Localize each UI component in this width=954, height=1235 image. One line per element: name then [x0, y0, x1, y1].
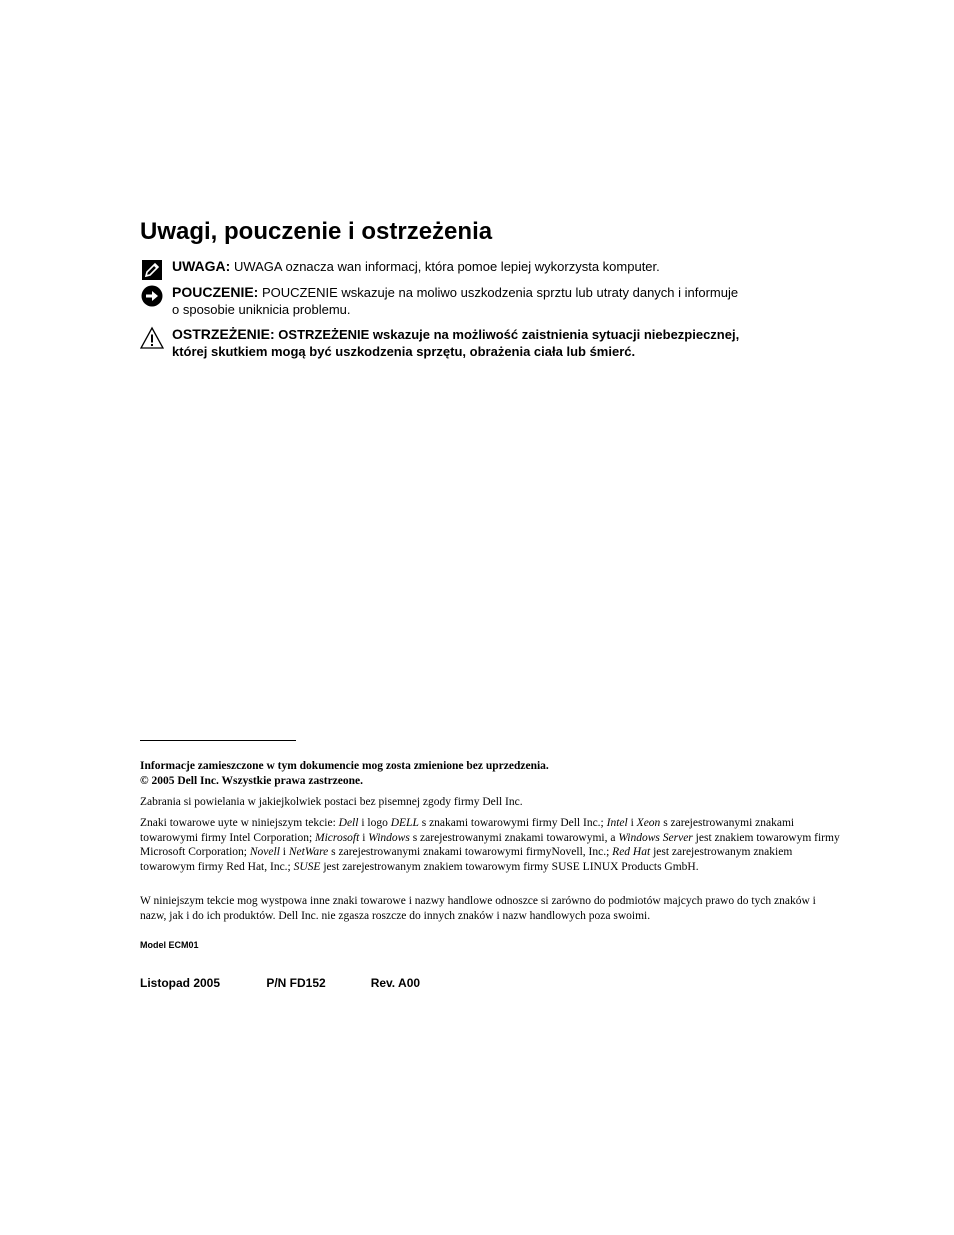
notice-notice [140, 284, 820, 318]
trademark-text: jest znakiem towarowym firmy Microsoft Corporation; [140, 831, 840, 858]
trademark-name: Dell [338, 817, 359, 829]
note-label: UWAGA: [172, 258, 231, 274]
trademark-text: i [279, 846, 289, 858]
footer [140, 976, 420, 990]
info-disclaimer: Informacje zamieszczone w tym dokumencie mog zosta zmienione bez uprzedzenia. [140, 760, 549, 772]
trademark-text: i [627, 817, 637, 829]
trademark-text: jest zarejestrowanym znakiem towarowym firmy SUSE LINUX Products GmbH. [320, 860, 699, 873]
publication-date: Listopad 2005 [140, 976, 221, 990]
note-notice [140, 258, 820, 275]
divider-rule [140, 740, 296, 741]
warning-label: OSTRZEŻENIE: [172, 326, 275, 342]
trademarks-block [140, 816, 845, 874]
trademark-text: s znakami towarowymi firmy Dell Inc.; [418, 817, 607, 829]
reproduction-block [140, 795, 845, 810]
trademark-name: Xeon [636, 817, 661, 829]
warning-triangle-icon [140, 326, 164, 350]
reproduction-notice: Zabrania si powielania w jakiejkolwiek postaci bez pisemnej zgody firmy Dell Inc. [140, 796, 523, 808]
copyright-line: © 2005 Dell Inc. Wszystkie prawa zastrzeone. [140, 774, 364, 787]
trademark-name: Windows [368, 831, 410, 844]
revision: Rev. A00 [370, 976, 421, 990]
other-marks-paragraph: W niniejszym tekcie mog wystpowa inne znaki towarowe i nazwy handlowe odnoszce si zarówno do podmiotów majcych prawo do tych znaków i nazw, jak i do ich produktów. Dell Inc. nie zgasza roszcze do innych znaków i nazw handlowych poza swoimi. [140, 895, 816, 922]
info-block [140, 759, 845, 788]
warning-text-continued: której skutkiem mogą być uszkodzenia sprzętu, obrażenia ciała lub śmierć. [172, 344, 636, 359]
page-title: Uwagi, pouczenie i ostrzeżenia [140, 218, 493, 245]
trademark-text: i [359, 831, 369, 844]
trademark-text: s zarejestrowanymi znakami towarowymi, a [409, 831, 619, 844]
trademark-name: Windows Server [618, 831, 693, 844]
notice-arrow-icon [140, 284, 164, 308]
trademark-name: NetWare [288, 846, 329, 858]
trademark-name: Microsoft [315, 831, 360, 844]
trademark-text: Znaki towarowe uyte w niniejszym tekcie: [140, 817, 339, 829]
notice-text: POUCZENIE wskazuje na moliwo uszkodzenia sprztu lub utraty danych i informuje [261, 285, 739, 300]
trademark-text: s zarejestrowanymi znakami towarowymi firmyNovell, Inc.; [328, 846, 613, 858]
trademark-name: SUSE [293, 860, 321, 873]
notice-label: POUCZENIE: [172, 284, 259, 300]
other-marks-block [140, 894, 845, 923]
trademark-text: s zarejestrowanymi znakami towarowymi firmy Intel Corporation; [140, 817, 795, 844]
note-text: UWAGA oznacza wan informacj, która pomoe lepiej wykorzysta komputer. [233, 259, 660, 274]
trademark-name: DELL [390, 817, 419, 829]
trademark-name: Intel [606, 817, 628, 829]
notice-text-continued: o sposobie uniknicia problemu. [172, 302, 351, 317]
trademark-text: jest zarejestrowanym znakiem towarowym firmy Red Hat, Inc.; [140, 846, 793, 873]
trademark-name: Novell [249, 846, 280, 858]
trademark-name: Red Hat [612, 846, 651, 858]
pencil-note-icon [140, 258, 164, 282]
part-number: P/N FD152 [266, 976, 326, 990]
trademark-text: i logo [358, 817, 391, 829]
trademarks-paragraph [140, 816, 845, 874]
model-number: Model ECM01 [140, 940, 199, 950]
warning-notice [140, 326, 820, 360]
warning-text: OSTRZEŻENIE wskazuje na możliwość zaistnienia sytuacji niebezpiecznej, [278, 327, 740, 342]
